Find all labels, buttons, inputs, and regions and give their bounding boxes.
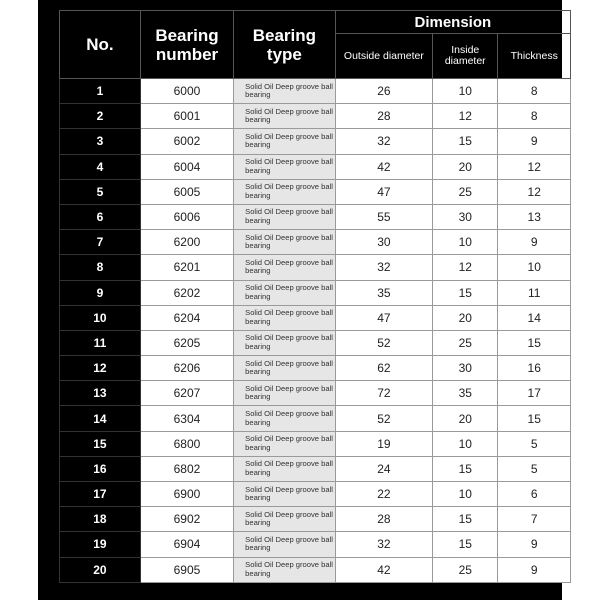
bearing-type-cell: Solid Oil Deep groove ball bearing xyxy=(234,204,336,229)
header-dimension: Dimension xyxy=(335,11,570,34)
bearing-number-cell: 6802 xyxy=(140,456,233,481)
inside-diameter-cell: 10 xyxy=(433,79,498,104)
header-bearing-number: Bearing number xyxy=(140,11,233,79)
outside-diameter-cell: 30 xyxy=(335,230,432,255)
row-number: 13 xyxy=(60,381,141,406)
thickness-cell: 7 xyxy=(498,507,571,532)
outside-diameter-cell: 26 xyxy=(335,79,432,104)
table-row xyxy=(60,381,571,406)
table-row xyxy=(60,179,571,204)
outside-diameter-cell: 42 xyxy=(335,154,432,179)
outside-diameter-cell: 28 xyxy=(335,507,432,532)
bearing-type-cell: Solid Oil Deep groove ball bearing xyxy=(234,532,336,557)
thickness-cell: 15 xyxy=(498,406,571,431)
bearing-type-cell: Solid Oil Deep groove ball bearing xyxy=(234,356,336,381)
bearing-number-cell: 6904 xyxy=(140,532,233,557)
inside-diameter-cell: 10 xyxy=(433,482,498,507)
table-row xyxy=(60,507,571,532)
outside-diameter-cell: 35 xyxy=(335,280,432,305)
bearing-number-cell: 6900 xyxy=(140,482,233,507)
thickness-cell: 11 xyxy=(498,280,571,305)
bearing-type-cell: Solid Oil Deep groove ball bearing xyxy=(234,154,336,179)
thickness-cell: 5 xyxy=(498,456,571,481)
thickness-cell: 8 xyxy=(498,79,571,104)
table-row xyxy=(60,280,571,305)
thickness-cell: 10 xyxy=(498,255,571,280)
header-no: No. xyxy=(60,11,141,79)
table-body xyxy=(60,79,571,583)
bearing-type-cell: Solid Oil Deep groove ball bearing xyxy=(234,381,336,406)
outside-diameter-cell: 47 xyxy=(335,179,432,204)
table-row xyxy=(60,255,571,280)
table-row xyxy=(60,330,571,355)
bearing-type-cell: Solid Oil Deep groove ball bearing xyxy=(234,280,336,305)
thickness-cell: 14 xyxy=(498,305,571,330)
bearing-number-cell: 6000 xyxy=(140,79,233,104)
thickness-cell: 9 xyxy=(498,557,571,582)
table-row xyxy=(60,104,571,129)
inside-diameter-cell: 25 xyxy=(433,330,498,355)
inside-diameter-cell: 15 xyxy=(433,532,498,557)
thickness-cell: 5 xyxy=(498,431,571,456)
row-number: 11 xyxy=(60,330,141,355)
bearing-number-cell: 6004 xyxy=(140,154,233,179)
table-row xyxy=(60,557,571,582)
outside-diameter-cell: 55 xyxy=(335,204,432,229)
table-row xyxy=(60,154,571,179)
bearing-number-cell: 6204 xyxy=(140,305,233,330)
row-number: 10 xyxy=(60,305,141,330)
table-row xyxy=(60,456,571,481)
row-number: 2 xyxy=(60,104,141,129)
inside-diameter-cell: 12 xyxy=(433,104,498,129)
row-number: 7 xyxy=(60,230,141,255)
table-row xyxy=(60,204,571,229)
row-number: 12 xyxy=(60,356,141,381)
bearing-type-cell: Solid Oil Deep groove ball bearing xyxy=(234,305,336,330)
outside-diameter-cell: 24 xyxy=(335,456,432,481)
thickness-cell: 6 xyxy=(498,482,571,507)
row-number: 17 xyxy=(60,482,141,507)
outside-diameter-cell: 52 xyxy=(335,330,432,355)
inside-diameter-cell: 10 xyxy=(433,230,498,255)
inside-diameter-cell: 30 xyxy=(433,204,498,229)
outside-diameter-cell: 72 xyxy=(335,381,432,406)
outside-diameter-cell: 52 xyxy=(335,406,432,431)
table-row xyxy=(60,482,571,507)
bearing-type-cell: Solid Oil Deep groove ball bearing xyxy=(234,557,336,582)
thickness-cell: 12 xyxy=(498,154,571,179)
bearing-number-cell: 6207 xyxy=(140,381,233,406)
inside-diameter-cell: 20 xyxy=(433,305,498,330)
bearing-type-cell: Solid Oil Deep groove ball bearing xyxy=(234,255,336,280)
outside-diameter-cell: 62 xyxy=(335,356,432,381)
bearing-number-cell: 6002 xyxy=(140,129,233,154)
table-row xyxy=(60,305,571,330)
header-inside-diameter: Inside diameter xyxy=(433,34,498,79)
table-row xyxy=(60,129,571,154)
thickness-cell: 13 xyxy=(498,204,571,229)
outside-diameter-cell: 32 xyxy=(335,532,432,557)
outside-diameter-cell: 42 xyxy=(335,557,432,582)
inside-diameter-cell: 25 xyxy=(433,179,498,204)
table-row xyxy=(60,79,571,104)
row-number: 4 xyxy=(60,154,141,179)
row-number: 15 xyxy=(60,431,141,456)
table-row xyxy=(60,406,571,431)
outside-diameter-cell: 28 xyxy=(335,104,432,129)
row-number: 20 xyxy=(60,557,141,582)
thickness-cell: 17 xyxy=(498,381,571,406)
inside-diameter-cell: 15 xyxy=(433,456,498,481)
bearing-type-cell: Solid Oil Deep groove ball bearing xyxy=(234,507,336,532)
row-number: 1 xyxy=(60,79,141,104)
row-number: 16 xyxy=(60,456,141,481)
inside-diameter-cell: 10 xyxy=(433,431,498,456)
row-number: 5 xyxy=(60,179,141,204)
table-row xyxy=(60,532,571,557)
inside-diameter-cell: 15 xyxy=(433,507,498,532)
outside-diameter-cell: 19 xyxy=(335,431,432,456)
thickness-cell: 8 xyxy=(498,104,571,129)
bearing-number-cell: 6005 xyxy=(140,179,233,204)
inside-diameter-cell: 15 xyxy=(433,129,498,154)
bearing-table-panel xyxy=(38,0,562,600)
outside-diameter-cell: 32 xyxy=(335,255,432,280)
bearing-number-cell: 6902 xyxy=(140,507,233,532)
outside-diameter-cell: 32 xyxy=(335,129,432,154)
bearing-spec-table xyxy=(59,10,571,583)
bearing-type-cell: Solid Oil Deep groove ball bearing xyxy=(234,179,336,204)
header-outside-diameter: Outside diameter xyxy=(335,34,432,79)
bearing-number-cell: 6200 xyxy=(140,230,233,255)
outside-diameter-cell: 22 xyxy=(335,482,432,507)
inside-diameter-cell: 35 xyxy=(433,381,498,406)
bearing-number-cell: 6304 xyxy=(140,406,233,431)
row-number: 6 xyxy=(60,204,141,229)
thickness-cell: 12 xyxy=(498,179,571,204)
inside-diameter-cell: 25 xyxy=(433,557,498,582)
table-row xyxy=(60,431,571,456)
row-number: 3 xyxy=(60,129,141,154)
outside-diameter-cell: 47 xyxy=(335,305,432,330)
row-number: 19 xyxy=(60,532,141,557)
header-bearing-type: Bearing type xyxy=(234,11,336,79)
table-row xyxy=(60,230,571,255)
inside-diameter-cell: 30 xyxy=(433,356,498,381)
bearing-number-cell: 6202 xyxy=(140,280,233,305)
row-number: 8 xyxy=(60,255,141,280)
row-number: 9 xyxy=(60,280,141,305)
bearing-number-cell: 6905 xyxy=(140,557,233,582)
thickness-cell: 9 xyxy=(498,129,571,154)
bearing-number-cell: 6206 xyxy=(140,356,233,381)
table-row xyxy=(60,356,571,381)
inside-diameter-cell: 20 xyxy=(433,406,498,431)
bearing-number-cell: 6006 xyxy=(140,204,233,229)
row-number: 18 xyxy=(60,507,141,532)
thickness-cell: 15 xyxy=(498,330,571,355)
bearing-type-cell: Solid Oil Deep groove ball bearing xyxy=(234,456,336,481)
bearing-type-cell: Solid Oil Deep groove ball bearing xyxy=(234,406,336,431)
bearing-type-cell: Solid Oil Deep groove ball bearing xyxy=(234,104,336,129)
bearing-type-cell: Solid Oil Deep groove ball bearing xyxy=(234,79,336,104)
row-number: 14 xyxy=(60,406,141,431)
bearing-number-cell: 6800 xyxy=(140,431,233,456)
thickness-cell: 16 xyxy=(498,356,571,381)
bearing-type-cell: Solid Oil Deep groove ball bearing xyxy=(234,330,336,355)
header-thickness: Thickness xyxy=(498,34,571,79)
bearing-number-cell: 6001 xyxy=(140,104,233,129)
inside-diameter-cell: 20 xyxy=(433,154,498,179)
bearing-type-cell: Solid Oil Deep groove ball bearing xyxy=(234,230,336,255)
bearing-number-cell: 6205 xyxy=(140,330,233,355)
thickness-cell: 9 xyxy=(498,230,571,255)
bearing-number-cell: 6201 xyxy=(140,255,233,280)
bearing-type-cell: Solid Oil Deep groove ball bearing xyxy=(234,431,336,456)
thickness-cell: 9 xyxy=(498,532,571,557)
inside-diameter-cell: 15 xyxy=(433,280,498,305)
bearing-type-cell: Solid Oil Deep groove ball bearing xyxy=(234,482,336,507)
inside-diameter-cell: 12 xyxy=(433,255,498,280)
bearing-type-cell: Solid Oil Deep groove ball bearing xyxy=(234,129,336,154)
